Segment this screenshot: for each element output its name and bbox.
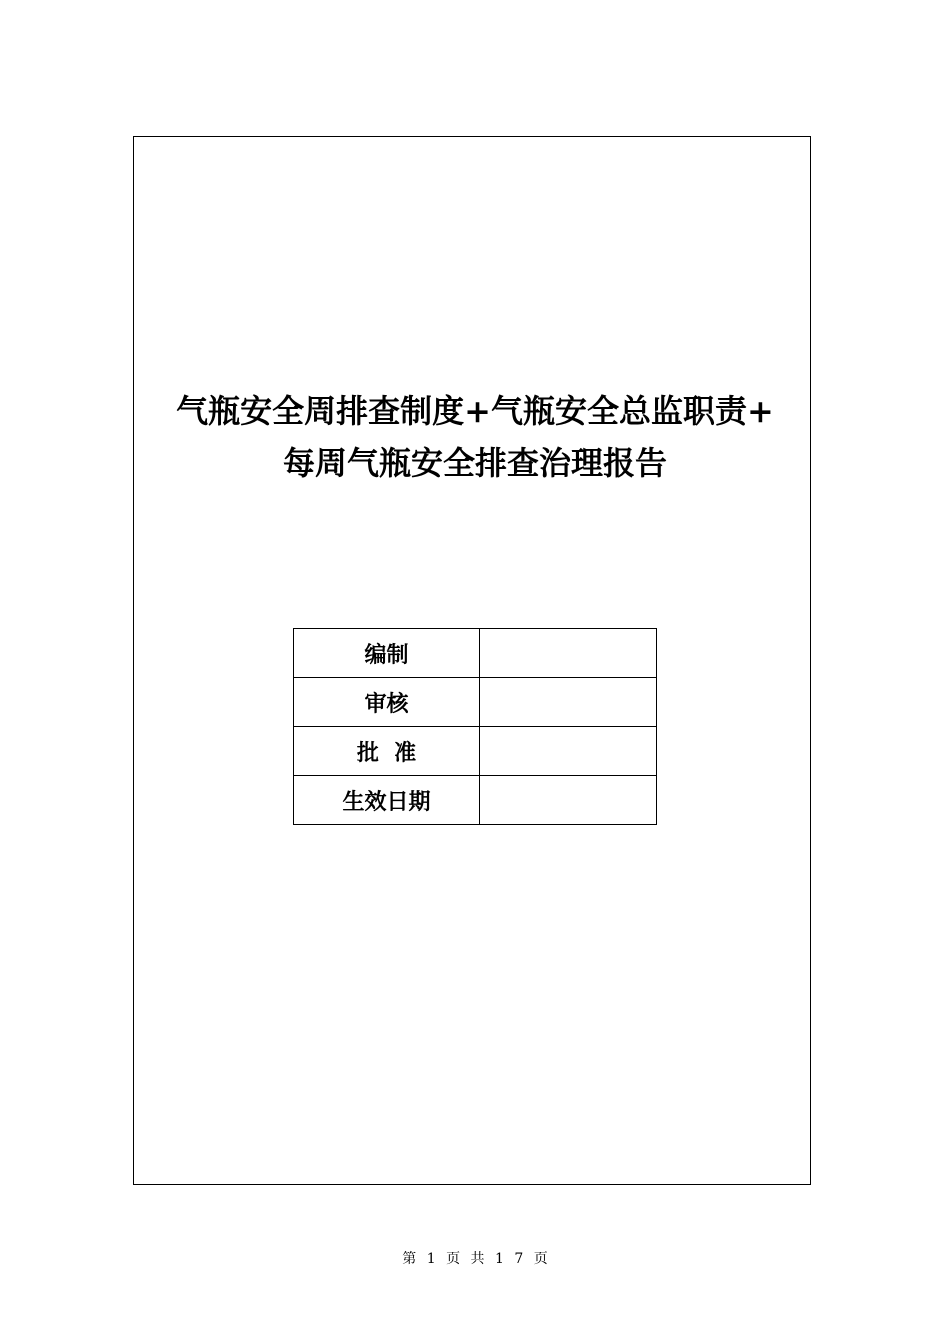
table-row: [294, 629, 657, 678]
row-value-approve: [480, 727, 657, 776]
row-value-effective-date: [480, 776, 657, 825]
row-value-review: [480, 678, 657, 727]
row-value-compile: [480, 629, 657, 678]
row-label-approve: 批 准: [294, 727, 480, 776]
document-title: [0, 385, 950, 489]
row-label-review: 审核: [294, 678, 480, 727]
title-line-1: 气瓶安全周排查制度+气瓶安全总监职责+: [176, 392, 774, 430]
table-row: [294, 678, 657, 727]
row-label-compile: 编制: [294, 629, 480, 678]
title-line-2: 每周气瓶安全排查治理报告: [282, 444, 667, 482]
approval-table: [293, 628, 657, 825]
table-row: [294, 776, 657, 825]
page-footer: 第 1 页 共 1 7 页: [402, 1251, 548, 1267]
table-row: [294, 727, 657, 776]
row-label-effective-date: 生效日期: [294, 776, 480, 825]
